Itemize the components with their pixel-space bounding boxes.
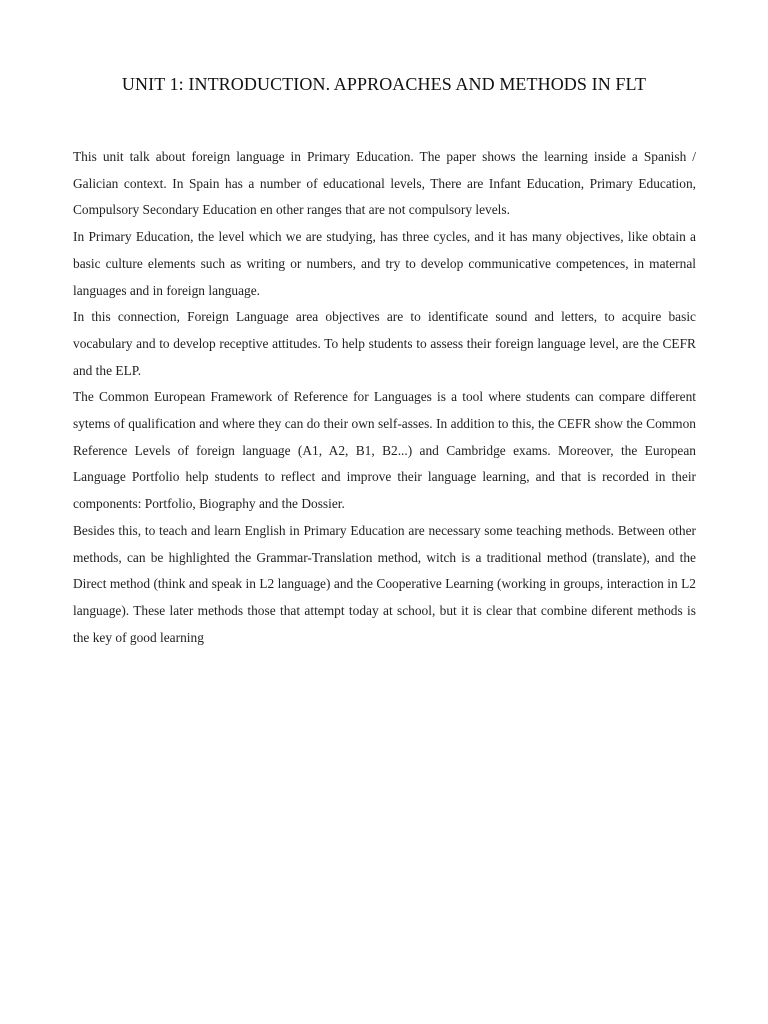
- paragraph-5: Besides this, to teach and learn English in Primary Education are necessary some teaching methods. Between other methods, can be highlighted the Grammar-Translation method, witch is a traditional method (translate), and the Direct method (think and speak in L2 language) and the Cooperative Learning (working in groups, interaction in L2 language). These later methods those that attempt today at school, but it is clear that combine diferent methods is the key of good learning: [73, 522, 696, 645]
- paragraph-4: The Common European Framework of Reference for Languages is a tool where students can compare different sytems of qualification and where they can do their own self-asses. In addition to this, the CEFR show the Common Reference Levels of foreign language (A1, A2, B1, B2...) and Cambridge exams. Moreover, the European Language Portfolio help students to reflect and improve their language learning, and that is recorded in their components: Portfolio, Biography and the Dossier.: [73, 389, 696, 512]
- paragraph-1: This unit talk about foreign language in Primary Education. The paper shows the learning inside a Spanish / Galician context. In Spain has a number of educational levels, There are Infant Education, Primary Education, Compulsory Secondary Education en other ranges that are not compulsory levels.: [73, 149, 696, 218]
- document-title: UNIT 1: INTRODUCTION. APPROACHES AND METHODS IN FLT: [121, 74, 647, 94]
- document-body: [73, 144, 696, 651]
- paragraph-3: In this connection, Foreign Language area objectives are to identificate sound and letters, to acquire basic vocabulary and to develop receptive attitudes. To help students to assess their foreign language level, are the CEFR and the ELP.: [73, 309, 696, 378]
- paragraph-2: In Primary Education, the level which we are studying, has three cycles, and it has many objectives, like obtain a basic culture elements such as writing or numbers, and try to develop communicative competences, in maternal languages and in foreign language.: [73, 229, 696, 298]
